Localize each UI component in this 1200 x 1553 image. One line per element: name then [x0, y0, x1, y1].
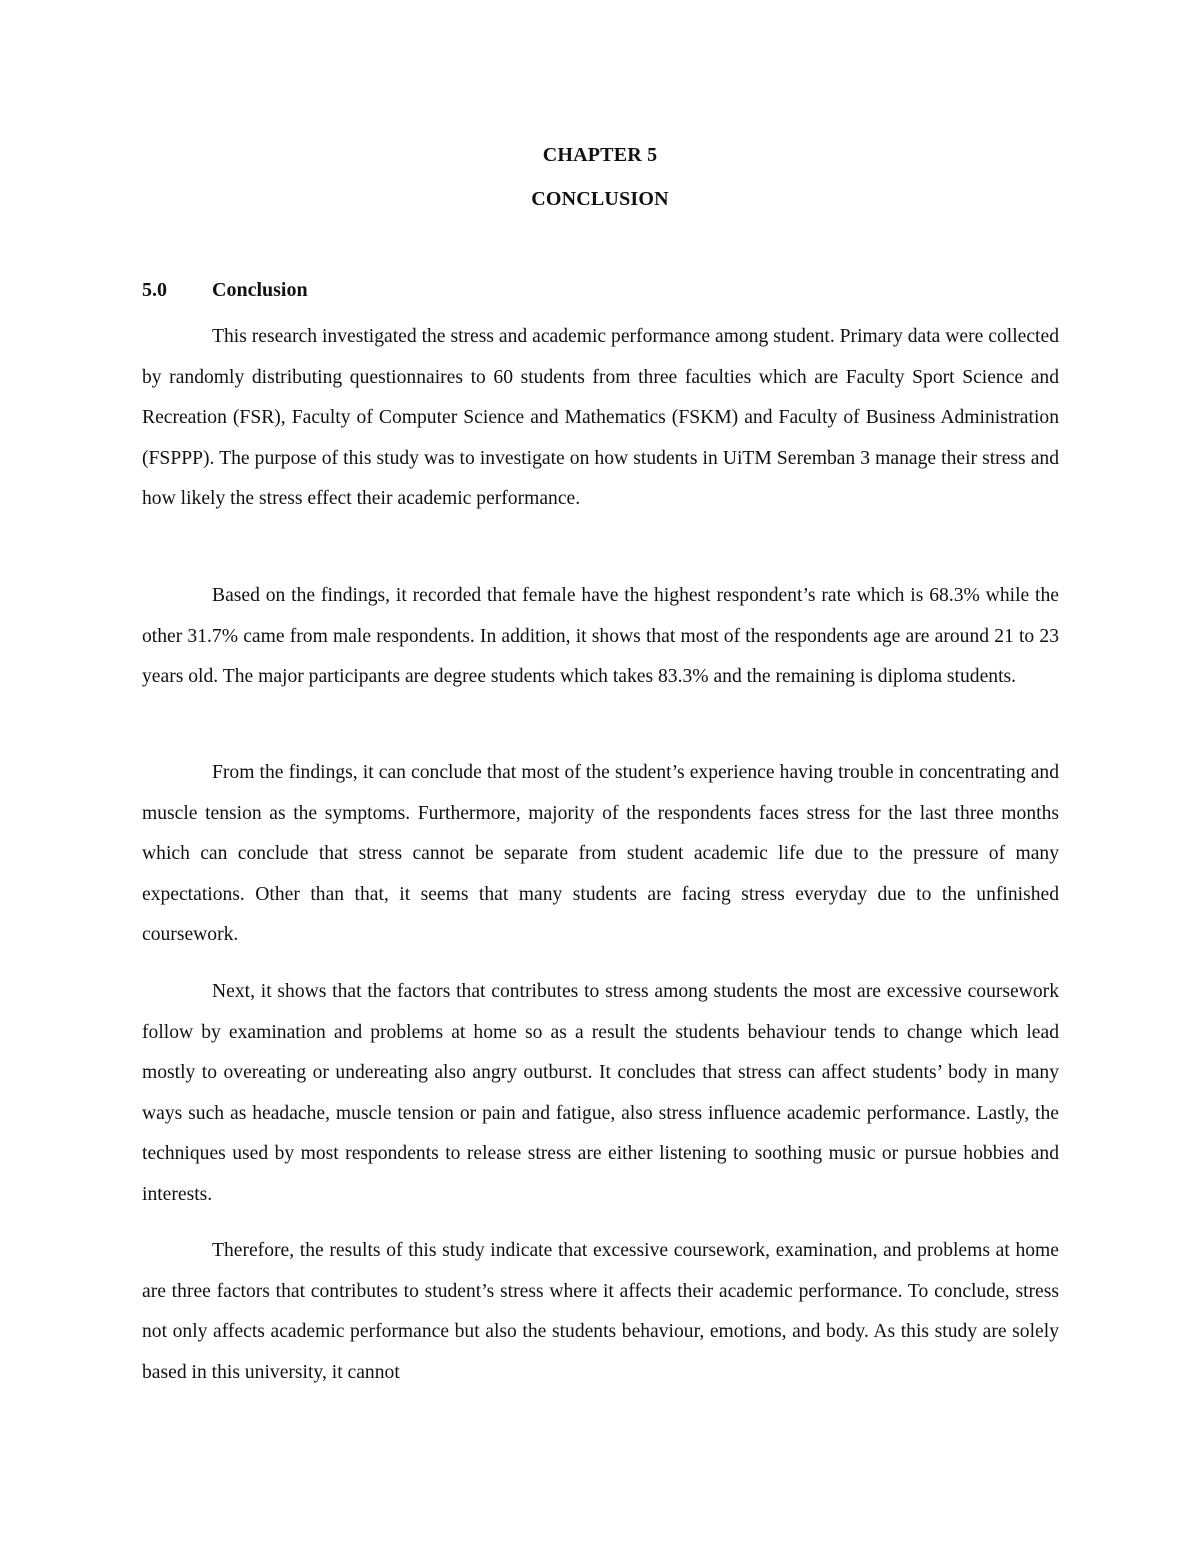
paragraph-text: Next, it shows that the factors that contributes to stress among students the most are excessive coursework follow by examination and problems at home so as a result the students behaviour tends to change which lead mostly to overeating or undereating also angry outburst. It concludes that stress can affect students’ body in many ways such as headache, muscle tension or pain and fatigue, also stress influence academic performance. Lastly, the techniques used by most respondents to release stress are either listening to soothing music or pursue hobbies and interests.	[142, 981, 1059, 1205]
paragraph	[142, 576, 1059, 698]
paragraph	[142, 753, 1059, 956]
chapter-number-heading: CHAPTER 5	[542, 144, 658, 166]
paragraph-text: This research investigated the stress and academic performance among student. Primary data were collected by randomly distributing questionnaires to 60 students from three faculties which are Faculty Sport Science and Recreation (FSR), Faculty of Computer Science and Mathematics (FSKM) and Faculty of Business Administration (FSPPP). The purpose of this study was to investigate on how students in UiTM Seremban 3 manage their stress and how likely the stress effect their academic performance.	[142, 326, 1059, 510]
paragraph-text: Therefore, the results of this study indicate that excessive coursework, examination, and problems at home are three factors that contributes to student’s stress where it affects their academic performance. To conclude, stress not only affects academic performance but also the students behaviour, emotions, and body. As this study are solely based in this university, it cannot	[142, 1240, 1059, 1383]
paragraph-text: Based on the findings, it recorded that female have the highest respondent’s rate which is 68.3% while the other 31.7% came from male respondents. In addition, it shows that most of the respondents age are around 21 to 23 years old. The major participants are degree students which takes 83.3% and the remaining is diploma students.	[142, 585, 1059, 688]
section-title: Conclusion	[212, 279, 308, 301]
paragraph-text: From the findings, it can conclude that most of the student’s experience having trouble in concentrating and muscle tension as the symptoms. Furthermore, majority of the respondents faces stress for the last three months which can conclude that stress cannot be separate from student academic life due to the pressure of many expectations. Other than that, it seems that many students are facing stress everyday due to the unfinished coursework.	[142, 762, 1059, 946]
paragraph	[142, 317, 1059, 520]
section-heading	[142, 279, 308, 302]
paragraph	[142, 972, 1059, 1216]
section-number: 5.0	[142, 279, 167, 301]
chapter-title-heading: CONCLUSION	[531, 188, 669, 210]
paragraph	[142, 1231, 1059, 1393]
